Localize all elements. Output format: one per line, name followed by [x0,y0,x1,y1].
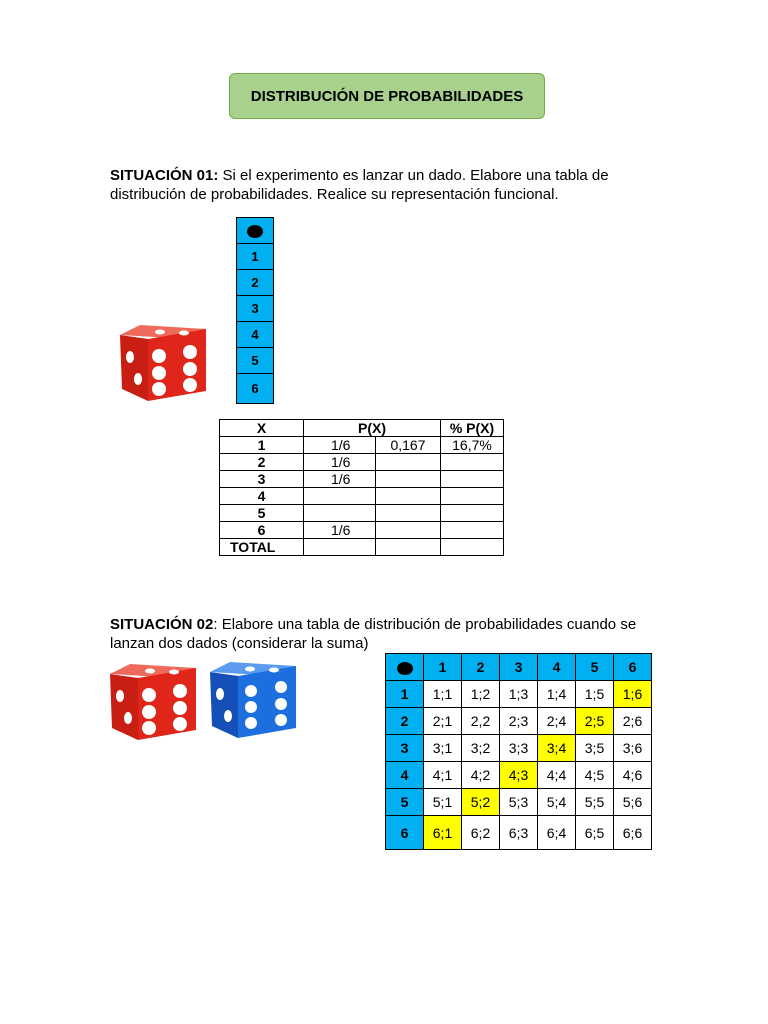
outcome-cell: 2,2 [462,708,500,735]
outcome-cell: 1;3 [500,681,538,708]
row-header: 3 [386,735,424,762]
outcome-cell: 6;2 [462,816,500,850]
outcome-cell: 5;1 [424,789,462,816]
outcome-cell: 4;2 [462,762,500,789]
column-header: 6 [614,654,652,681]
fraction-cell [304,505,376,522]
outcome-cell: 4;1 [424,762,462,789]
outcome-cell: 1;6 [614,681,652,708]
header-px: P(X) [304,420,441,437]
black-dot-icon [397,662,413,675]
x-cell: 3 [220,471,304,488]
column-header: 5 [576,654,614,681]
outcome-cell: 4;5 [576,762,614,789]
face-cell: 4 [237,322,274,348]
face-cell: 6 [237,374,274,404]
outcome-cell: 4;3 [500,762,538,789]
decimal-cell [376,488,441,505]
outcome-cell: 2;4 [538,708,576,735]
column-header: 3 [500,654,538,681]
x-cell: 4 [220,488,304,505]
header-percent-px: % P(X) [441,420,504,437]
black-dot-icon [247,225,263,238]
decimal-cell [376,454,441,471]
outcome-cell: 6;1 [424,816,462,850]
percent-cell [441,454,504,471]
outcome-cell: 2;3 [500,708,538,735]
table-row [386,816,652,850]
outcome-cell: 4;4 [538,762,576,789]
table-row [386,681,652,708]
outcome-cell: 3;5 [576,735,614,762]
outcome-cell: 4;6 [614,762,652,789]
table-row [220,488,504,505]
decimal-cell [376,522,441,539]
outcome-cell: 3;3 [500,735,538,762]
column-header: 4 [538,654,576,681]
outcome-cell: 5;4 [538,789,576,816]
outcome-cell: 2;6 [614,708,652,735]
situation-02-text [110,615,670,653]
outcome-cell: 2;5 [576,708,614,735]
page-title: DISTRIBUCIÓN DE PROBABILIDADES [229,73,545,119]
outcome-cell: 5;3 [500,789,538,816]
fraction-cell [304,539,376,556]
column-header: 1 [424,654,462,681]
percent-cell [441,539,504,556]
blue-die-icon [208,660,300,740]
outcome-cell: 6;6 [614,816,652,850]
situation-01-label: SITUACIÓN 01: [110,167,219,184]
percent-cell [441,488,504,505]
outcome-cell: 1;5 [576,681,614,708]
outcome-cell: 6;3 [500,816,538,850]
die-faces-column [236,217,274,404]
outcome-cell: 5;6 [614,789,652,816]
percent-cell [441,505,504,522]
table-row [386,735,652,762]
total-row [220,539,504,556]
situation-02-label: SITUACIÓN 02 [110,616,214,633]
table-row [220,522,504,539]
total-label: TOTAL [220,539,304,556]
outcome-cell: 3;4 [538,735,576,762]
table-row [220,454,504,471]
fraction-cell: 1/6 [304,522,376,539]
outcome-cell: 6;4 [538,816,576,850]
situation-02-body: : Elabore una tabla de distribución de probabilidades cuando se lanzan dos dados (considerar la suma) [110,616,637,652]
table-row [386,762,652,789]
outcome-cell: 5;2 [462,789,500,816]
decimal-cell [376,539,441,556]
row-header: 1 [386,681,424,708]
x-cell: 6 [220,522,304,539]
table-row [220,505,504,522]
table-row [220,437,504,454]
decimal-cell: 0,167 [376,437,441,454]
decimal-cell [376,505,441,522]
face-cell: 3 [237,296,274,322]
outcome-cell: 2;1 [424,708,462,735]
outcome-cell: 6;5 [576,816,614,850]
table-row [386,789,652,816]
outcome-cell: 3;2 [462,735,500,762]
situation-01-text [110,166,670,204]
row-header: 4 [386,762,424,789]
outcome-cell: 3;1 [424,735,462,762]
fraction-cell: 1/6 [304,437,376,454]
fraction-cell: 1/6 [304,471,376,488]
fraction-cell: 1/6 [304,454,376,471]
x-cell: 5 [220,505,304,522]
outcome-cell: 1;4 [538,681,576,708]
header-x: X [220,420,304,437]
red-die-icon [118,323,210,403]
outcome-cell: 3;6 [614,735,652,762]
percent-cell [441,522,504,539]
table-row [386,708,652,735]
fraction-cell [304,488,376,505]
percent-cell: 16,7% [441,437,504,454]
corner-cell [386,654,424,681]
outcome-cell: 1;1 [424,681,462,708]
face-cell: 5 [237,348,274,374]
outcome-cell: 5;5 [576,789,614,816]
face-cell: 1 [237,244,274,270]
percent-cell [441,471,504,488]
row-header: 5 [386,789,424,816]
red-die-icon [108,662,200,742]
row-header: 2 [386,708,424,735]
x-cell: 2 [220,454,304,471]
decimal-cell [376,471,441,488]
face-cell: 2 [237,270,274,296]
column-header: 2 [462,654,500,681]
row-header: 6 [386,816,424,850]
x-cell: 1 [220,437,304,454]
outcome-cell: 1;2 [462,681,500,708]
distribution-table [219,419,504,556]
situation-01-body: Si el experimento es lanzar un dado. Elabore una tabla de distribución de probabilidades. Realice su representación funcional. [110,167,609,203]
column-header-cell [237,218,274,244]
two-dice-table [385,653,652,850]
table-row [220,471,504,488]
